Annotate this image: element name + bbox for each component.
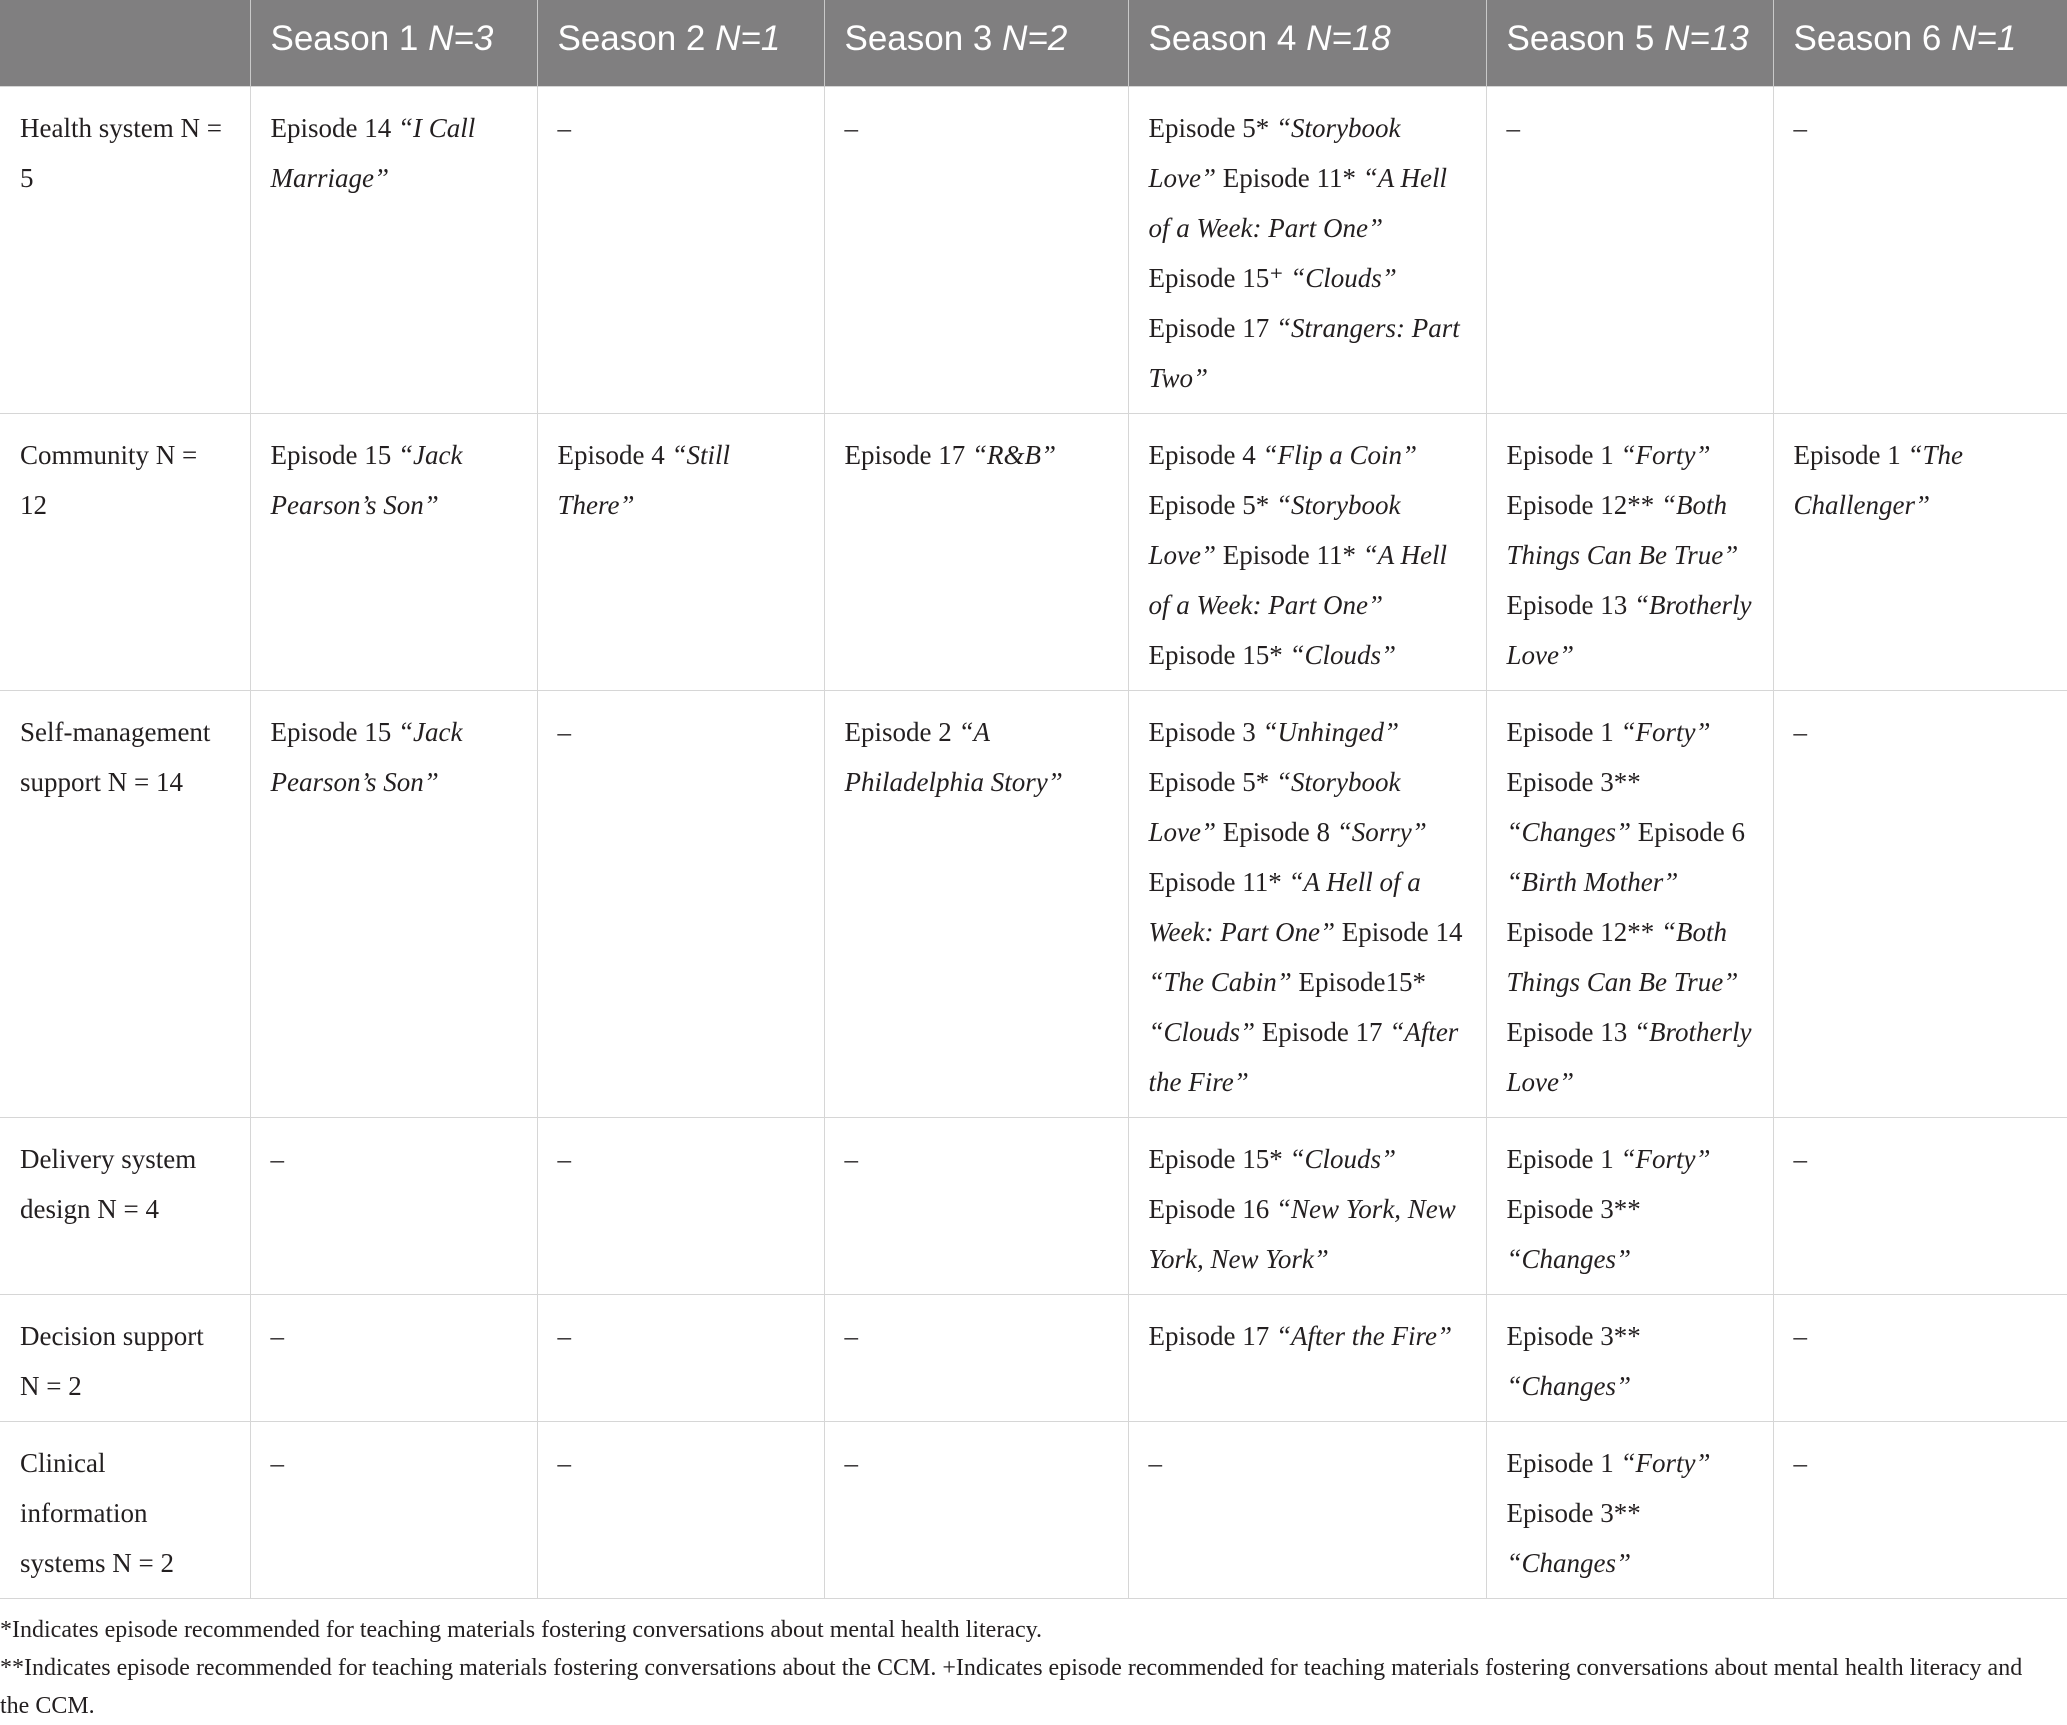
episode-title: “New York, New York, New York”: [1148, 1193, 1456, 1274]
header-cell-season: [1486, 0, 1773, 86]
episode-entry: [1794, 113, 1808, 143]
episode-title: “A Philadelphia Story”: [844, 716, 1063, 797]
episode-entry: [845, 717, 1063, 797]
episode-number: Episode 11*: [1222, 162, 1363, 193]
season-label: Season 1: [270, 19, 429, 58]
season-label: Season 5: [1506, 19, 1665, 58]
episode-number: Episode 1: [1506, 439, 1621, 470]
episode-cell: [250, 86, 537, 413]
episode-title: “A Hell of a Week: Part One”: [1148, 539, 1447, 620]
episode-entry: [1507, 917, 1739, 997]
episode-number: Episode 15: [270, 439, 398, 470]
episode-number: Episode 1: [1506, 1143, 1621, 1174]
episode-entry: [1149, 1194, 1456, 1274]
episode-title: “After the Fire”: [1148, 1016, 1459, 1097]
episode-entry: [1507, 113, 1521, 143]
episode-number: Episode 3**: [1506, 1193, 1641, 1224]
episode-title: “Clouds”: [1289, 639, 1397, 670]
episode-number: –: [270, 1447, 284, 1478]
episode-entry: [1149, 313, 1460, 393]
episode-cell: [824, 1294, 1128, 1421]
episode-title: “Storybook Love”: [1148, 766, 1401, 847]
episode-cell: [250, 413, 537, 690]
season-count: N=3: [428, 19, 494, 58]
header-cell-empty: [0, 0, 250, 86]
episode-entry: [1794, 440, 1964, 520]
episode-entry: [558, 1321, 572, 1351]
episode-number: –: [844, 1143, 858, 1174]
episode-number: Episode 2: [844, 716, 959, 747]
episode-cell: [250, 690, 537, 1117]
episode-entry: [1149, 263, 1397, 293]
table-row: [0, 690, 2067, 1117]
episode-cell: [537, 1294, 824, 1421]
episode-number: Episode 1: [1793, 439, 1908, 470]
episode-cell: [1128, 1117, 1486, 1294]
episode-number: –: [1793, 1320, 1807, 1351]
footnote: *Indicates episode recommended for teaching materials fostering conversations about mental health literacy.: [0, 1616, 1043, 1643]
episode-entry: [1507, 1448, 1711, 1478]
episode-number: –: [1793, 1447, 1807, 1478]
episode-entry: [1149, 440, 1418, 470]
season-count: N=13: [1664, 19, 1749, 58]
episode-cell: [1773, 690, 2067, 1117]
season-label: Season 2: [557, 19, 716, 58]
episode-number: Episode15*: [1298, 966, 1427, 997]
category-label: Community N = 12: [20, 439, 198, 520]
episode-cell: [1773, 86, 2067, 413]
episode-title: “Still There”: [557, 439, 731, 520]
season-count: N=1: [715, 19, 781, 58]
category-cell: [0, 1294, 250, 1421]
episode-cell: [1773, 1294, 2067, 1421]
episode-title: “Both Things Can Be True”: [1506, 489, 1739, 570]
category-cell: [0, 690, 250, 1117]
episode-number: Episode 17: [1261, 1016, 1390, 1047]
episode-number: Episode 8: [1222, 816, 1337, 847]
episode-title: “Brotherly Love”: [1506, 1016, 1752, 1097]
table-row: [0, 1421, 2067, 1598]
episode-cell: [1773, 1421, 2067, 1598]
episode-entry: [1507, 717, 1711, 747]
table-body: [0, 86, 2067, 1598]
episode-cell: [537, 1421, 824, 1598]
episode-entry: [271, 717, 463, 797]
episode-entry: [1507, 1498, 1641, 1578]
episode-title: “Changes”: [1506, 1547, 1632, 1578]
episode-number: Episode 17: [844, 439, 972, 470]
episode-entry: [1794, 1144, 1808, 1174]
episode-cell: [1128, 413, 1486, 690]
episode-title: “Birth Mother”: [1506, 866, 1679, 897]
episode-entry: [558, 1448, 572, 1478]
episode-cell: [1486, 1117, 1773, 1294]
episode-entry: [1149, 1321, 1453, 1351]
episode-number: Episode 3**: [1506, 766, 1641, 797]
category-cell: [0, 1117, 250, 1294]
episode-number: Episode 3**: [1506, 1320, 1641, 1351]
episode-number: –: [1793, 716, 1807, 747]
episode-entry: [271, 113, 476, 193]
episode-title: “After the Fire”: [1276, 1320, 1452, 1351]
category-cell: [0, 86, 250, 413]
episode-cell: [824, 690, 1128, 1117]
episode-number: Episode 17: [1148, 312, 1276, 343]
episode-entry: [845, 1448, 859, 1478]
episode-number: Episode 3: [1148, 716, 1263, 747]
episode-number: Episode 6: [1637, 816, 1746, 847]
episode-entry: [1507, 1017, 1752, 1097]
category-cell: [0, 413, 250, 690]
episode-entry: [558, 440, 731, 520]
episode-number: Episode 15: [270, 716, 398, 747]
header-row: [0, 0, 2067, 86]
episode-number: Episode 14: [1341, 916, 1463, 947]
episode-entry: [558, 1144, 572, 1174]
category-label: Self-management support N = 14: [20, 716, 211, 797]
episode-title: “Forty”: [1620, 1447, 1711, 1478]
season-count: N=1: [1951, 19, 2017, 58]
episode-number: –: [1148, 1447, 1162, 1478]
episode-cell: [1486, 690, 1773, 1117]
episode-entry: [1507, 1321, 1641, 1401]
episode-title: “Brotherly Love”: [1506, 589, 1752, 670]
episode-entry: [271, 440, 463, 520]
episode-number: Episode 4: [557, 439, 672, 470]
episode-cell: [824, 1421, 1128, 1598]
episode-title: “Unhinged”: [1262, 716, 1400, 747]
episode-entry: [1507, 1194, 1641, 1274]
episode-entry: [558, 717, 572, 747]
episode-entry: [1149, 717, 1400, 747]
episode-title: “Changes”: [1506, 1243, 1632, 1274]
table-row: [0, 86, 2067, 413]
episode-number: Episode 5*: [1148, 766, 1276, 797]
episode-title: “Storybook Love”: [1148, 489, 1401, 570]
episode-number: Episode 12**: [1506, 489, 1661, 520]
episode-number: Episode 5*: [1148, 112, 1276, 143]
episode-number: –: [557, 716, 571, 747]
season-count: N=2: [1002, 19, 1068, 58]
episode-number: –: [557, 1143, 571, 1174]
episode-entry: [1507, 590, 1752, 670]
episode-entry: [271, 1448, 285, 1478]
header-cell-season: [250, 0, 537, 86]
episode-cell: [1486, 86, 1773, 413]
episode-entry: [1507, 490, 1739, 570]
episode-title: “Storybook Love”: [1148, 112, 1401, 193]
episode-title: “The Challenger”: [1793, 439, 1964, 520]
episode-title: “A Hell of a Week: Part One”: [1148, 866, 1421, 947]
episode-cell: [1128, 1421, 1486, 1598]
header-cell-season: [537, 0, 824, 86]
episode-cell: [537, 690, 824, 1117]
episode-title: “Clouds”: [1289, 1143, 1397, 1174]
episode-number: Episode 15*: [1148, 1143, 1290, 1174]
episode-entry: [1149, 1144, 1397, 1174]
episode-number: –: [270, 1143, 284, 1174]
episode-cell: [824, 86, 1128, 413]
episode-number: Episode 11*: [1148, 866, 1289, 897]
episode-number: Episode 13: [1506, 1016, 1634, 1047]
footnote: **Indicates episode recommended for teaching materials fostering conversations about the CCM. +Indicates episode recommended for teaching materials fostering conversations about mental health literacy and the CCM.: [0, 1654, 2023, 1719]
table-row: [0, 1117, 2067, 1294]
category-cell: [0, 1421, 250, 1598]
episode-cell: [1486, 1294, 1773, 1421]
episode-title: “Strangers: Part Two”: [1148, 312, 1460, 393]
episode-cell: [1773, 1117, 2067, 1294]
episode-entry: [1149, 1448, 1163, 1478]
episode-title: “Changes”: [1506, 1370, 1632, 1401]
episode-title: “Sorry”: [1336, 816, 1427, 847]
table-row: [0, 1294, 2067, 1421]
episode-cell: [250, 1421, 537, 1598]
episode-title: “I Call Marriage”: [270, 112, 476, 193]
episode-number: –: [557, 112, 571, 143]
episode-number: Episode 15⁺: [1148, 262, 1291, 293]
episode-cell: [1486, 413, 1773, 690]
episode-title: “Jack Pearson’s Son”: [270, 439, 463, 520]
episode-title: “Both Things Can Be True”: [1506, 916, 1739, 997]
episode-entry: [845, 440, 1057, 470]
header-cell-season: [824, 0, 1128, 86]
episode-entry: [1507, 1144, 1711, 1174]
episode-number: Episode 3**: [1506, 1497, 1641, 1528]
episode-number: Episode 5*: [1148, 489, 1276, 520]
episode-title: “Forty”: [1620, 1143, 1711, 1174]
episode-cell: [824, 1117, 1128, 1294]
category-label: Clinical information systems N = 2: [20, 1447, 174, 1578]
episode-number: –: [1793, 1143, 1807, 1174]
episode-number: –: [557, 1320, 571, 1351]
episode-number: Episode 14: [270, 112, 398, 143]
episode-number: –: [1506, 112, 1520, 143]
episode-entry: [1223, 817, 1427, 847]
episode-entry: [845, 113, 859, 143]
episode-number: Episode 15*: [1148, 639, 1290, 670]
episode-entry: [845, 1321, 859, 1351]
episode-number: Episode 17: [1148, 1320, 1276, 1351]
episode-entry: [271, 1144, 285, 1174]
episode-entry: [1507, 767, 1641, 847]
episode-cell: [1486, 1421, 1773, 1598]
table-header: [0, 0, 2067, 86]
episode-cell: [250, 1117, 537, 1294]
episode-title: “Forty”: [1620, 716, 1711, 747]
episode-number: Episode 13: [1506, 589, 1634, 620]
header-cell-season: [1128, 0, 1486, 86]
episode-cell: [824, 413, 1128, 690]
category-label: Delivery system design N = 4: [20, 1143, 197, 1224]
episode-cell: [1128, 690, 1486, 1117]
episode-title: “Jack Pearson’s Son”: [270, 716, 463, 797]
episode-cell: [250, 1294, 537, 1421]
episode-cell: [1773, 413, 2067, 690]
episode-number: Episode 12**: [1506, 916, 1661, 947]
season-label: Season 6: [1793, 19, 1952, 58]
episode-title: “Flip a Coin”: [1262, 439, 1418, 470]
episode-cell: [537, 86, 824, 413]
episode-entry: [271, 1321, 285, 1351]
episode-entry: [1794, 717, 1808, 747]
episode-number: –: [844, 1320, 858, 1351]
episode-cell: [1128, 1294, 1486, 1421]
episode-entry: [845, 1144, 859, 1174]
episode-entry: [1507, 440, 1711, 470]
category-label: Health system N = 5: [20, 112, 222, 193]
episode-cell: [537, 413, 824, 690]
episode-number: –: [844, 1447, 858, 1478]
episode-title: “Changes”: [1506, 816, 1632, 847]
episode-title: “Clouds”: [1290, 262, 1397, 293]
episode-number: –: [270, 1320, 284, 1351]
episode-number: Episode 4: [1148, 439, 1263, 470]
episode-entry: [1149, 640, 1397, 670]
episode-number: –: [557, 1447, 571, 1478]
header-cell-season: [1773, 0, 2067, 86]
episode-title: “Clouds”: [1148, 1016, 1256, 1047]
table-row: [0, 413, 2067, 690]
episode-title: “A Hell of a Week: Part One”: [1148, 162, 1447, 243]
episode-number: –: [1793, 112, 1807, 143]
episode-title: “R&B”: [972, 439, 1057, 470]
episode-title: “The Cabin”: [1148, 966, 1292, 997]
episode-entry: [1794, 1321, 1808, 1351]
episode-entry: [1794, 1448, 1808, 1478]
episode-number: Episode 1: [1506, 1447, 1621, 1478]
season-label: Season 3: [844, 19, 1003, 58]
episode-cell: [1128, 86, 1486, 413]
episode-number: Episode 1: [1506, 716, 1621, 747]
episode-title: “Forty”: [1620, 439, 1711, 470]
episode-entry: [558, 113, 572, 143]
episode-cell: [537, 1117, 824, 1294]
season-label: Season 4: [1148, 19, 1307, 58]
episode-number: Episode 16: [1148, 1193, 1276, 1224]
category-label: Decision support N = 2: [20, 1320, 204, 1401]
season-count: N=18: [1306, 19, 1391, 58]
episode-number: Episode 11*: [1222, 539, 1363, 570]
episode-number: –: [844, 112, 858, 143]
